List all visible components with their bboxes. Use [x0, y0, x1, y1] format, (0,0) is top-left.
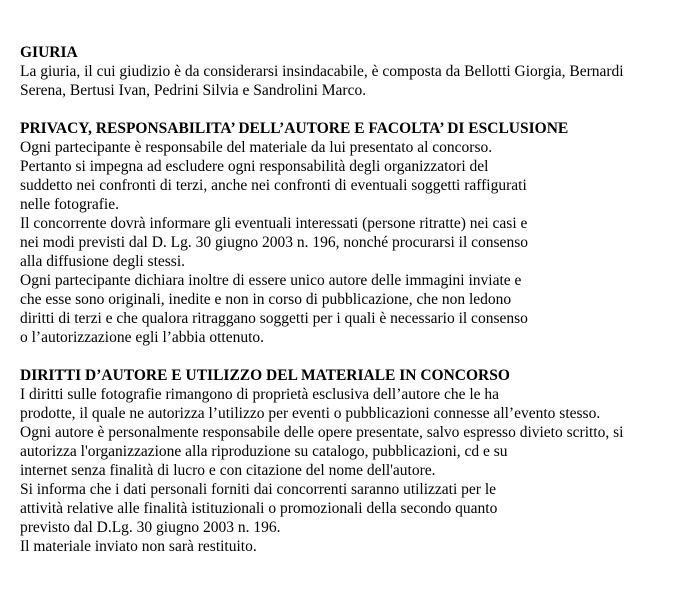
text-line: Il concorrente dovrà informare gli eventuali interessati (persone ritratte) nei casi e	[20, 215, 528, 232]
text-line: I diritti sulle fotografie rimangono di proprietà esclusiva dell’autore che le ha	[20, 386, 500, 403]
text-line: La giuria, il cui giudizio è da considerarsi insindacabile, è composta da Bellotti Giorgia, Bernardi	[20, 63, 624, 80]
text-line: nei modi previsti dal D. Lg. 30 giugno 2003 n. 196, nonché procurarsi il consenso	[20, 234, 528, 251]
document-page	[20, 43, 696, 575]
text-line: internet senza finalità di lucro e con citazione del nome dell'autore.	[20, 462, 436, 479]
section-heading: GIURIA	[20, 44, 78, 61]
text-line: Ogni partecipante è responsabile del materiale da lui presentato al concorso.	[20, 139, 493, 156]
text-line: Serena, Bertusi Ivan, Pedrini Silvia e Sandrolini Marco.	[20, 82, 367, 99]
section-privacy	[20, 119, 696, 347]
text-line: alla diffusione degli stessi.	[20, 253, 186, 270]
section-heading: PRIVACY, RESPONSABILITA’ DELL’AUTORE E FACOLTA’ DI ESCLUSIONE	[20, 120, 569, 137]
text-line: nelle fotografie.	[20, 196, 119, 213]
text-line: Ogni autore è personalmente responsabile delle opere presentate, salvo espresso divieto scritto, si	[20, 424, 624, 441]
text-line: Il materiale inviato non sarà restituito.	[20, 538, 257, 555]
text-line: previsto dal D.Lg. 30 giugno 2003 n. 196.	[20, 519, 281, 536]
text-line: autorizza l'organizzazione alla riproduzione su catalogo, pubblicazioni, cd e su	[20, 443, 508, 460]
section-heading: DIRITTI D’AUTORE E UTILIZZO DEL MATERIALE IN CONCORSO	[20, 367, 510, 384]
section-diritti	[20, 366, 696, 556]
text-line: o l’autorizzazione egli l’abbia ottenuto.	[20, 329, 265, 346]
text-line: diritti di terzi e che qualora ritraggano soggetti per i quali è necessario il consenso	[20, 310, 528, 327]
text-line: che esse sono originali, inedite e non in corso di pubblicazione, che non ledono	[20, 291, 512, 308]
text-line: prodotte, il quale ne autorizza l’utilizzo per eventi o pubblicazioni connesse all’evento stesso.	[20, 405, 601, 422]
text-line: Pertanto si impegna ad escludere ogni responsabilità degli organizzatori del	[20, 158, 489, 175]
text-line: attività relative alle finalità istituzionali o promozionali della secondo quanto	[20, 500, 498, 517]
text-line: Si informa che i dati personali forniti dai concorrenti saranno utilizzati per le	[20, 481, 497, 498]
section-giuria	[20, 43, 696, 100]
text-line: Ogni partecipante dichiara inoltre di essere unico autore delle immagini inviate e	[20, 272, 522, 289]
text-line: suddetto nei confronti di terzi, anche nei confronti di eventuali soggetti raffigurati	[20, 177, 527, 194]
